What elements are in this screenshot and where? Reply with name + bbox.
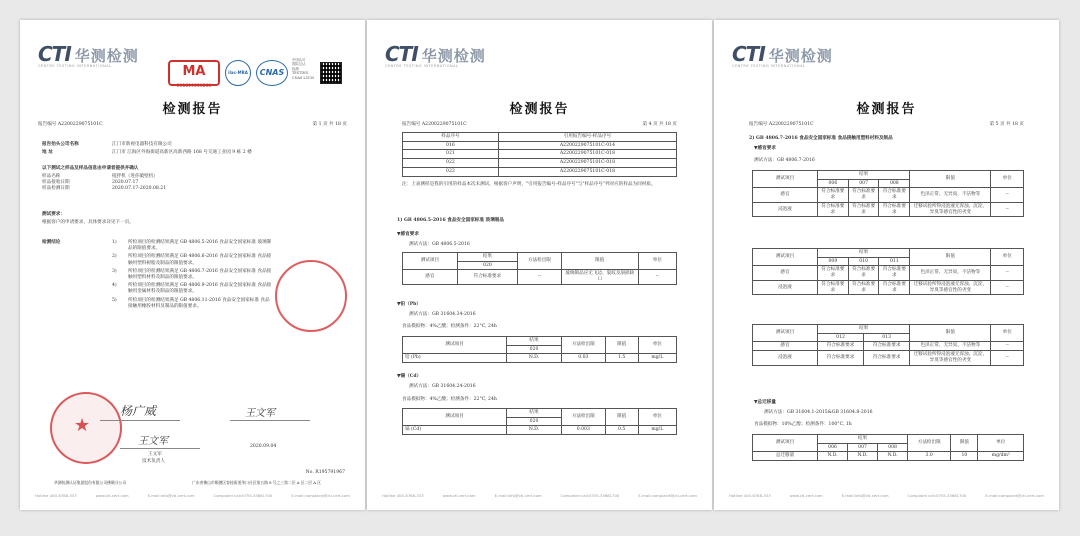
footer-web: www.cti-cert.com bbox=[95, 493, 129, 498]
table-cell: 感官 bbox=[753, 266, 818, 280]
sensory-table-2 bbox=[752, 248, 1024, 295]
logo-cn: 华测检测 bbox=[421, 47, 486, 65]
table-cell: -- bbox=[991, 342, 1024, 351]
section-title: 1) GB 4806.5-2016 食品安全国家标准 玻璃制品 bbox=[397, 218, 504, 223]
table-cell: 符合标准要求 bbox=[864, 342, 910, 351]
cnas-caption-line: TESTING bbox=[292, 71, 309, 76]
table-header: 单位 bbox=[978, 435, 1024, 452]
conclusion-text: 所检项目的检测结果满足 GB 4806.11-2016 食品安全国家标准 食品接触用橡胶材料及制品的限值要求。 bbox=[128, 297, 270, 309]
table-cell: 符合标准要求 bbox=[818, 342, 864, 351]
signature-line bbox=[120, 448, 200, 449]
cadmium-table bbox=[402, 408, 677, 435]
conclusion-item bbox=[112, 254, 272, 266]
footer-complaint-email: E-mail:complaint@cti-cert.com bbox=[291, 493, 350, 498]
table-header: 单位 bbox=[638, 253, 676, 270]
page-number: 第 4 页 共 18 页 bbox=[642, 122, 677, 127]
table-cell: 铅 (Pb) bbox=[403, 354, 507, 363]
footer-email: E-mail:info@cti-cert.com bbox=[841, 493, 889, 498]
table-row bbox=[753, 188, 1024, 202]
table-header: 方法检出限 bbox=[561, 409, 605, 426]
footer-hotline: Hotline 400-6788-333 bbox=[35, 493, 77, 498]
table-header: 结果 bbox=[818, 249, 910, 258]
footer-web: www.cti-cert.com bbox=[442, 493, 476, 498]
applicant-label: 报告抬头公司名称 bbox=[42, 142, 79, 147]
conclusion-index: 3) bbox=[112, 268, 117, 274]
table-cell: 符合标准要求 bbox=[864, 351, 910, 365]
reference-note: 注：上表测样是我的引用的样品本次未测试，根据客户声明，"引用报告编号-样品序号"与"样品序号"列对应的样品为同材质。 bbox=[402, 182, 656, 187]
table-header: 方法检出限 bbox=[561, 337, 605, 354]
table-cell: 符合标准要求 bbox=[879, 202, 910, 216]
table-cell: 迁移试验所得浸泡液无浑浊、沉淀、异臭等感官性的劣变 bbox=[910, 202, 991, 216]
sample-id: 009 bbox=[818, 257, 849, 266]
table-header: 测试项目 bbox=[753, 249, 818, 266]
table-cell: mg/L bbox=[638, 426, 676, 435]
cma-number: 201819013268 bbox=[176, 84, 212, 89]
company-address: 广东省佛山市顺德区容桂街道华口社区第五路 8 号之三第二层 A 区二层 A 区 bbox=[192, 480, 322, 485]
table-header: 限值 bbox=[561, 253, 638, 270]
table-cell: 迁移试验所得浸泡液无浑浊、沉淀、异臭等感官性的劣变 bbox=[910, 351, 991, 365]
test-method: 测试方法：GB 31604.34-2016 bbox=[409, 312, 476, 317]
conclusion-item bbox=[112, 240, 272, 252]
table-header: 测试项目 bbox=[403, 337, 507, 354]
table-cell: N.D. bbox=[818, 452, 848, 461]
table-header: 测试项目 bbox=[753, 325, 818, 342]
table-cell: 色泽正常、无异臭、不洁物等 bbox=[910, 188, 991, 202]
sign-date: 2020.09.04 bbox=[250, 444, 277, 449]
table-cell: 0.003 bbox=[561, 426, 605, 435]
subsection-title: ▼感官要求 bbox=[397, 232, 419, 237]
sample-id: 010 bbox=[848, 257, 879, 266]
table-header: 测试项目 bbox=[403, 253, 458, 270]
signature-1: 杨广威 bbox=[120, 404, 157, 418]
table-cell: -- bbox=[991, 202, 1024, 216]
table-cell: N.D. bbox=[848, 452, 878, 461]
table-cell: 感官 bbox=[753, 188, 818, 202]
signature-3: 王文军 bbox=[138, 436, 168, 447]
section-title: 2) GB 4806.7-2016 食品安全国家标准 食品接触用塑料材料及制品 bbox=[749, 136, 893, 141]
sample-id: 007 bbox=[848, 443, 878, 452]
table-cell: A2200229075101C-018 bbox=[498, 150, 676, 159]
sensory-table-1 bbox=[752, 170, 1024, 217]
conclusion-list bbox=[112, 240, 272, 312]
conclusion-index: 2) bbox=[112, 254, 117, 260]
table-row bbox=[403, 354, 677, 363]
table-cell: A2200229075101C-018 bbox=[498, 167, 676, 176]
report-number: 报告编号 A2200229075101C bbox=[749, 122, 814, 127]
table-header: 限值 bbox=[605, 409, 638, 426]
table-cell: 迁移试验所得浸泡液无浑浊、沉淀、异臭等感官性的劣变 bbox=[910, 280, 991, 294]
table-cell: 浸泡液 bbox=[753, 280, 818, 294]
table-row bbox=[753, 266, 1024, 280]
address-value: 江门市 江海区外海街道高新区高新西路 168 号交通工业园 9 栋 2 楼 bbox=[112, 150, 252, 155]
address-label: 地 址 bbox=[42, 150, 53, 155]
requirement-label: 测试要求： bbox=[42, 212, 65, 217]
reference-table bbox=[402, 132, 677, 177]
table-cell: mg/dm² bbox=[978, 452, 1024, 461]
sample-id: 006 bbox=[818, 443, 848, 452]
table-cell: 符合标准要求 bbox=[818, 188, 849, 202]
conclusion-text: 所检项目的检测结果满足 GB 4806.7-2016 食品安全国家标准 食品接触用塑料材料及制品的限值要求。 bbox=[128, 268, 272, 280]
table-header: 结果 bbox=[818, 325, 910, 334]
table-cell: 023 bbox=[403, 167, 499, 176]
footer-email: E-mail:info@cti-cert.com bbox=[494, 493, 542, 498]
logo-mark: CTI bbox=[732, 42, 765, 66]
logo-mark: CTI bbox=[385, 42, 418, 66]
table-header: 方法检出限 bbox=[908, 435, 951, 452]
table-header-row bbox=[753, 435, 1024, 444]
logo-cn: 华测检测 bbox=[768, 47, 833, 65]
cnas-icon: CNAS bbox=[256, 60, 288, 86]
cti-logo bbox=[38, 42, 139, 68]
table-header-row bbox=[403, 337, 677, 346]
conclusion-item bbox=[112, 298, 272, 310]
total-migration-table bbox=[752, 434, 1024, 461]
conclusion-index: 1) bbox=[112, 240, 117, 245]
report-number: 报告编号 A2200229075101C bbox=[38, 122, 103, 127]
table-cell: 符合标准要求 bbox=[879, 188, 910, 202]
table-cell: N.D. bbox=[507, 426, 562, 435]
footer-hotline: Hotline 400-6788-333 bbox=[729, 493, 771, 498]
document-number: No. R195791967 bbox=[305, 470, 345, 475]
field-label: 样品检测日期 bbox=[42, 186, 70, 192]
sample-id: 008 bbox=[878, 443, 908, 452]
sample-id: 013 bbox=[864, 333, 910, 342]
table-row bbox=[753, 351, 1024, 365]
footer-complaint: Complaint call:0755-33681700 bbox=[907, 493, 967, 498]
logo-sub: CENTRE TESTING INTERNATIONAL bbox=[732, 64, 806, 68]
table-header: 限值 bbox=[910, 325, 991, 342]
table-header: 测试项目 bbox=[753, 171, 818, 188]
table-header: 限值 bbox=[910, 249, 991, 266]
table-header: 结果 bbox=[818, 171, 910, 180]
table-cell: 感官 bbox=[403, 270, 458, 284]
cti-logo bbox=[732, 42, 833, 68]
test-condition: 食品模拟物：4%乙酸；检测条件：22°C, 24h bbox=[402, 397, 497, 402]
table-header-row bbox=[753, 325, 1024, 334]
red-seal-stamp bbox=[275, 260, 347, 332]
table-cell: 符合标准要求 bbox=[879, 280, 910, 294]
table-header: 限值 bbox=[605, 337, 638, 354]
conclusion-text: 所检项目的检测结果满足 GB 4806.6-2016 食品安全国家标准 食品接触用塑料树脂及制品的限值要求。 bbox=[128, 254, 272, 266]
report-number: 报告编号 A2200229075101C bbox=[402, 122, 467, 127]
field-label: 样品接收日期 bbox=[42, 180, 70, 186]
cma-badge: MA bbox=[168, 60, 220, 86]
table-cell: 符合标准要求 bbox=[818, 280, 849, 294]
sample-id: 007 bbox=[848, 179, 879, 188]
table-header: 限值 bbox=[951, 435, 978, 452]
page-footer bbox=[729, 493, 1044, 498]
table-cell: 0.5 bbox=[605, 426, 638, 435]
table-row bbox=[403, 141, 677, 150]
sample-id: 020 bbox=[507, 417, 562, 426]
cnas-caption-line: CNAS L5130 bbox=[292, 75, 315, 80]
table-header: 结果 bbox=[818, 435, 908, 444]
qr-code-icon bbox=[320, 62, 342, 84]
sample-id: 020 bbox=[457, 261, 517, 270]
test-method: 测试方法：GB 31604.1-2015&GB 31604.8-2016 bbox=[764, 410, 873, 415]
table-cell: 符合标准要求 bbox=[818, 266, 849, 280]
page-title: 检测报告 bbox=[509, 102, 570, 117]
table-cell: -- bbox=[991, 280, 1024, 294]
table-header-row bbox=[403, 409, 677, 418]
field-row bbox=[42, 186, 166, 192]
test-condition: 食品模拟物：10%乙醇；检测条件：100°C, 1h bbox=[754, 422, 852, 427]
conclusion-index: 4) bbox=[112, 283, 117, 289]
sensory-table bbox=[402, 252, 677, 285]
cnas-caption bbox=[292, 58, 314, 80]
table-header: 单位 bbox=[991, 171, 1024, 188]
table-header: 单位 bbox=[638, 409, 676, 426]
table-cell: 10 bbox=[951, 452, 978, 461]
table-cell: 1.5 bbox=[605, 354, 638, 363]
conclusion-text: 所检项目的检测结果满足 GB 4806.5-2016 食品安全国家标准 玻璃制品的限值要求。 bbox=[128, 240, 272, 252]
field-value: 2020.07.17 bbox=[112, 180, 139, 186]
sample-id: 020 bbox=[507, 345, 562, 354]
table-header-row bbox=[753, 249, 1024, 258]
subsection-title: ▼铅（Pb） bbox=[397, 302, 421, 307]
sample-id: 006 bbox=[818, 179, 849, 188]
table-cell: N.D. bbox=[507, 354, 562, 363]
conclusion-index: 5) bbox=[112, 297, 117, 303]
page-number: 第 5 页 共 18 页 bbox=[989, 122, 1024, 127]
table-header: 样品序号 bbox=[403, 133, 499, 142]
table-cell: 色泽正常、无异臭、不洁物等 bbox=[910, 266, 991, 280]
table-row bbox=[403, 150, 677, 159]
table-header: 单位 bbox=[991, 325, 1024, 342]
conclusion-text: 所检项目的检测结果满足 GB 4806.9-2016 食品安全国家标准 食品接触用金属材料及制品的限值要求。 bbox=[128, 283, 272, 295]
table-cell: A2200229075101C-018 bbox=[498, 159, 676, 168]
field-value: 搅拌机（进你破壁机） bbox=[112, 174, 158, 179]
table-header-row bbox=[403, 133, 677, 142]
signature-line bbox=[230, 420, 310, 421]
table-cell: 符合标准要求 bbox=[457, 270, 517, 284]
page-footer bbox=[382, 493, 697, 498]
footer-web: www.cti-cert.com bbox=[789, 493, 823, 498]
table-cell: -- bbox=[518, 270, 562, 284]
sample-id: 011 bbox=[879, 257, 910, 266]
table-cell: 浸泡液 bbox=[753, 351, 818, 365]
test-method: 测试方法：GB 4806.5-2016 bbox=[409, 242, 470, 247]
table-cell: 3.0 bbox=[908, 452, 951, 461]
table-cell: 总迁移量 bbox=[753, 452, 818, 461]
table-cell: mg/L bbox=[638, 354, 676, 363]
report-page-4 bbox=[367, 20, 712, 510]
table-cell: 符合标准要求 bbox=[848, 266, 879, 280]
logo-sub: CENTRE TESTING INTERNATIONAL bbox=[385, 64, 459, 68]
table-cell: 符合标准要求 bbox=[818, 202, 849, 216]
signer-name: 王文军 bbox=[148, 452, 162, 457]
signature-2: 王文军 bbox=[245, 408, 275, 419]
table-row bbox=[403, 426, 677, 435]
page-number: 第 1 页 共 18 页 bbox=[312, 122, 347, 127]
table-row bbox=[753, 452, 1024, 461]
table-cell: -- bbox=[991, 266, 1024, 280]
company-line: 华测检测认证集团股份有限公司佛顺分公司 bbox=[54, 480, 127, 485]
table-header-row bbox=[753, 171, 1024, 180]
footer-complaint-email: E-mail:complaint@cti-cert.com bbox=[638, 493, 697, 498]
page-title: 检测报告 bbox=[162, 102, 223, 117]
test-method: 测试方法：GB 4806.7-2016 bbox=[754, 158, 815, 163]
table-header-row bbox=[403, 253, 677, 262]
signer-title: 技术负责人 bbox=[142, 459, 165, 464]
lead-table bbox=[402, 336, 677, 363]
table-cell: 022 bbox=[403, 159, 499, 168]
sample-info-note: 以下测试之样品及样品信息由申请者提供并确认 bbox=[42, 166, 139, 171]
footer-complaint: Complaint call:0755-33681700 bbox=[213, 493, 273, 498]
table-cell: -- bbox=[991, 188, 1024, 202]
cnas-caption-line: 检测 bbox=[292, 66, 299, 71]
sample-fields bbox=[42, 174, 166, 193]
sample-id: 012 bbox=[818, 333, 864, 342]
report-page-5 bbox=[714, 20, 1059, 510]
table-cell: 0.03 bbox=[561, 354, 605, 363]
table-row bbox=[403, 167, 677, 176]
logo-sub: CENTRE TESTING INTERNATIONAL bbox=[38, 64, 112, 68]
cnas-caption-line: 国际互认 bbox=[292, 62, 306, 67]
table-cell: 镉 (Cd) bbox=[403, 426, 507, 435]
requirement-text: 根据客户的申请要求，具体要求详见下一页。 bbox=[42, 220, 134, 225]
footer-complaint: Complaint call:0755-33681700 bbox=[560, 493, 620, 498]
table-row bbox=[403, 270, 677, 284]
table-cell: 021 bbox=[403, 150, 499, 159]
table-row bbox=[403, 159, 677, 168]
table-header: 测试项目 bbox=[753, 435, 818, 452]
subsection-title: ▼镉（Cd） bbox=[397, 374, 422, 379]
footer-email: E-mail:info@cti-cert.com bbox=[147, 493, 195, 498]
table-row bbox=[753, 202, 1024, 216]
table-cell: 色泽正常、无异臭、不洁物等 bbox=[910, 342, 991, 351]
table-row bbox=[753, 342, 1024, 351]
table-cell: 感官 bbox=[753, 342, 818, 351]
table-header: 测试项目 bbox=[403, 409, 507, 426]
sensory-table-3 bbox=[752, 324, 1024, 366]
ilac-mra-icon: ilac-MRA bbox=[225, 60, 251, 86]
cnas-caption-line: 中国认可 bbox=[292, 58, 306, 62]
conclusion-item bbox=[112, 269, 272, 281]
signature-line bbox=[100, 420, 180, 421]
field-value: 2020.07.17-2020.08.21 bbox=[112, 186, 167, 192]
table-header: 限值 bbox=[910, 171, 991, 188]
conclusion-label: 检测结论 bbox=[42, 240, 61, 245]
table-cell: 016 bbox=[403, 141, 499, 150]
table-cell: -- bbox=[638, 270, 676, 284]
table-header: 结果 bbox=[507, 337, 562, 346]
footer-complaint-email: E-mail:complaint@cti-cert.com bbox=[985, 493, 1044, 498]
table-header: 单位 bbox=[638, 337, 676, 354]
report-page-1 bbox=[20, 20, 365, 510]
table-cell: 符合标准要求 bbox=[848, 280, 879, 294]
table-cell: 符合标准要求 bbox=[848, 202, 879, 216]
test-condition: 食品模拟物：4%乙酸；检测条件：22°C, 24h bbox=[402, 324, 497, 329]
table-row bbox=[753, 280, 1024, 294]
logo-cn: 华测检测 bbox=[74, 47, 139, 65]
table-header: 引用报告编号-样品序号 bbox=[498, 133, 676, 142]
table-cell: A2200229075101C-014 bbox=[498, 141, 676, 150]
sample-id: 008 bbox=[879, 179, 910, 188]
subsection-title: ▼总迁移量 bbox=[754, 400, 776, 405]
table-cell: 玻璃制品应无飞边、裂纹及崩损缺口 bbox=[561, 270, 638, 284]
page-title: 检测报告 bbox=[856, 102, 917, 117]
page-footer bbox=[35, 493, 350, 498]
table-header: 方法检出限 bbox=[518, 253, 562, 270]
footer-hotline: Hotline 400-6788-333 bbox=[382, 493, 424, 498]
logo-mark: CTI bbox=[38, 42, 71, 66]
table-header: 结果 bbox=[457, 253, 517, 262]
conclusion-item bbox=[112, 283, 272, 295]
test-method: 测试方法：GB 31604.24-2016 bbox=[409, 384, 476, 389]
cti-logo bbox=[385, 42, 486, 68]
table-cell: 符合标准要求 bbox=[818, 351, 864, 365]
table-header: 结果 bbox=[507, 409, 562, 418]
table-cell: 符合标准要求 bbox=[879, 266, 910, 280]
applicant-value: 江门市新视电器科技有限公司 bbox=[112, 142, 172, 147]
table-header: 单位 bbox=[991, 249, 1024, 266]
field-label: 样品名称 bbox=[42, 174, 61, 179]
table-cell: 浸泡液 bbox=[753, 202, 818, 216]
star-icon: ★ bbox=[74, 415, 91, 436]
subsection-title: ▼感官要求 bbox=[754, 146, 776, 151]
table-cell: 符合标准要求 bbox=[848, 188, 879, 202]
table-cell: -- bbox=[991, 351, 1024, 365]
table-cell: N.D. bbox=[878, 452, 908, 461]
